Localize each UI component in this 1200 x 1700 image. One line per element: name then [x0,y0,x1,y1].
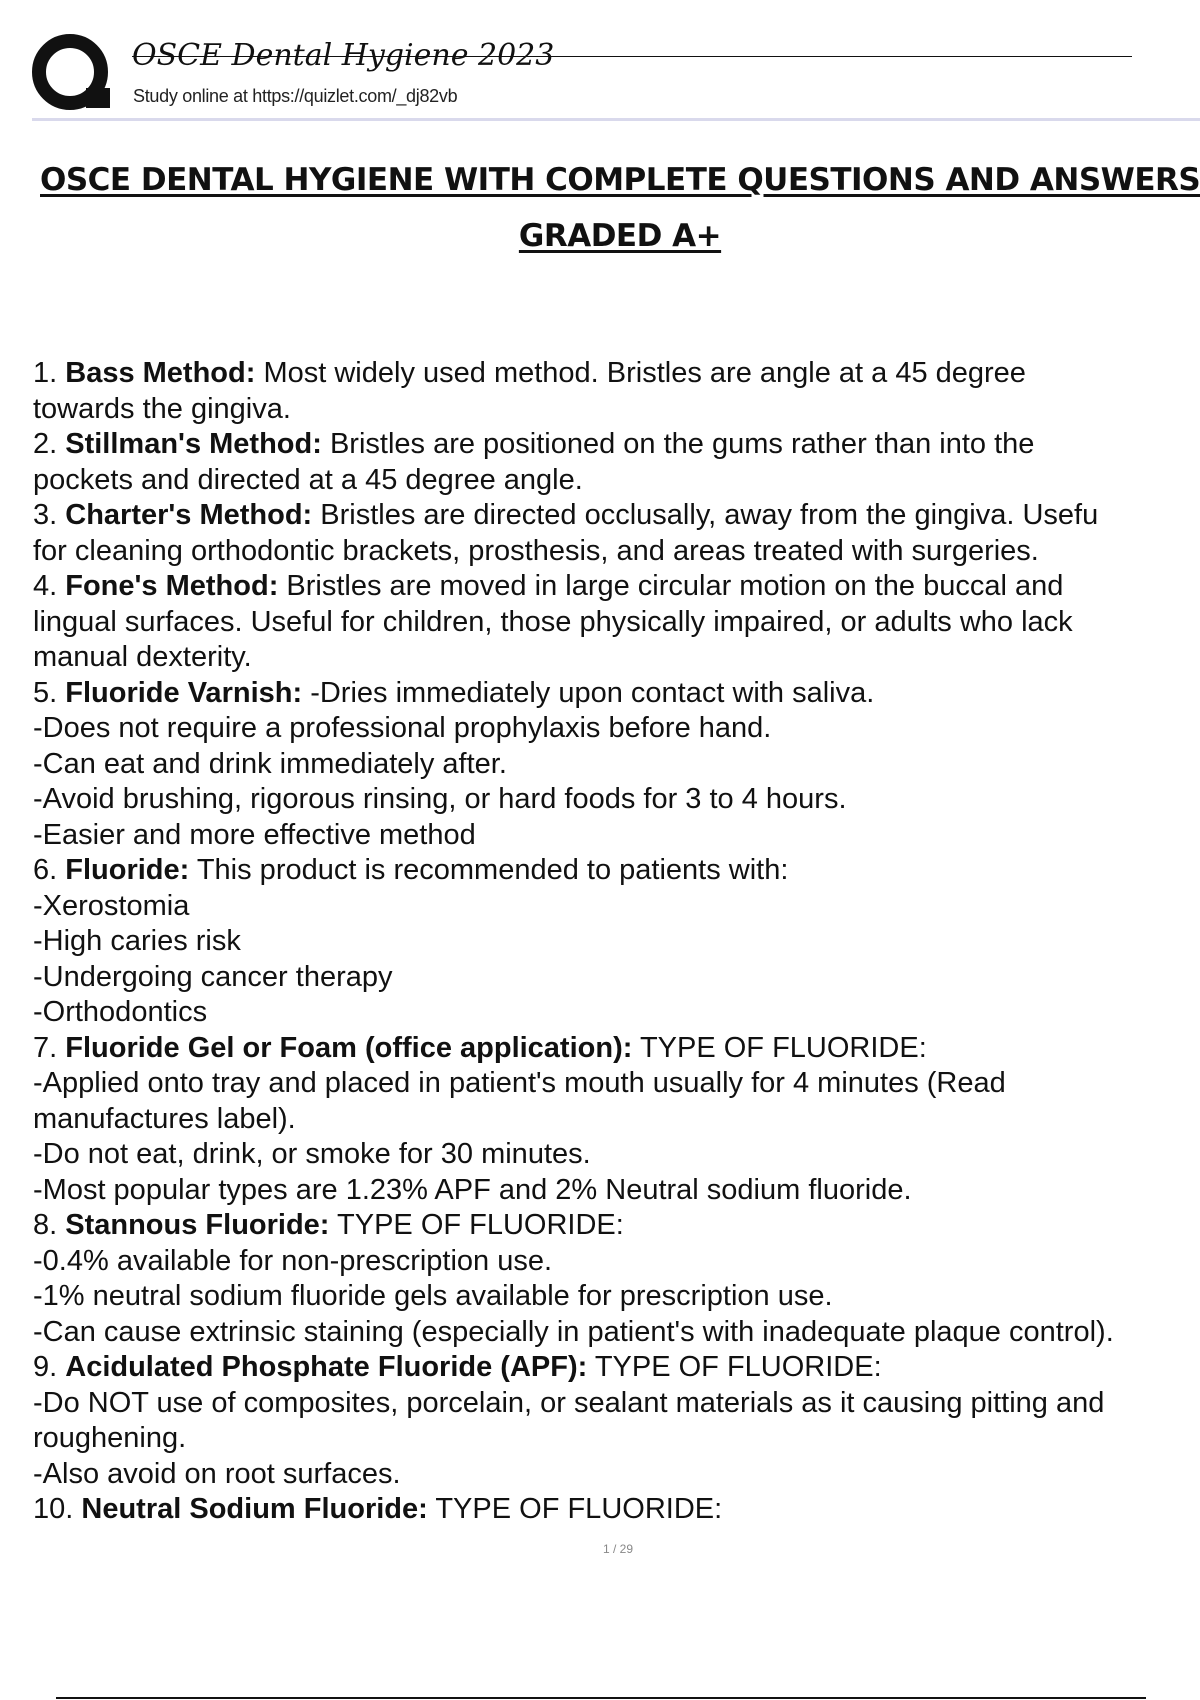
entry-definition-text: Bristles are positioned on the gums rather than into the [329,428,1035,460]
entry-first-line [33,1492,1193,1528]
entry-definition-text: Most widely used method. Bristles are angle at a 45 degree [263,357,1026,389]
entry-number: 8. [33,1209,58,1241]
entry-definition-text: pockets and directed at a 45 degree angle. [33,463,583,496]
entry-number: 6. [33,854,58,886]
entry-line [33,1457,1193,1493]
entry-term: Fluoride Gel or Foam (office application): [65,1031,633,1064]
entry-definition-text: for cleaning orthodontic brackets, prosthesis, and areas treated with surgeries. [33,534,1039,567]
entry-first-line [33,427,1193,463]
entry-first-line [33,569,1193,605]
entry-definition-text: towards the gingiva. [33,392,291,425]
entry-line [33,960,1193,996]
entry-line [33,1244,1193,1280]
entry-first-line [33,1031,1193,1067]
entry-definition-text: Bristles are moved in large circular motion on the buccal and [286,570,1064,602]
study-online-link[interactable]: Study online at https://quizlet.com/_dj82vb [133,86,458,106]
entry-definition-text: -Also avoid on root surfaces. [33,1457,401,1490]
entry-number: 10. [33,1493,74,1525]
entry-line [33,392,1193,428]
entry-definition-text: -Can eat and drink immediately after. [33,747,507,780]
document-title-line-2: GRADED A+ [518,218,722,254]
entry-number: 2. [33,428,58,460]
entry-line [33,818,1193,854]
entry-number: 9. [33,1351,58,1383]
entry-definition-text: Bristles are directed occlusally, away from the gingiva. Usefu [320,499,1099,531]
flashcard-list [33,356,1193,1528]
entry-definition-text: lingual surfaces. Useful for children, those physically impaired, or adults who lack [33,605,1073,638]
entry-term: Fone's Method: [65,570,279,602]
entry-line [33,534,1193,570]
entry-number: 5. [33,676,58,709]
entry-first-line [33,498,1193,534]
entry-definition-text: This product is recommended to patients with: [196,854,789,886]
entry-first-line [33,356,1193,392]
entry-number: 7. [33,1031,58,1064]
entry-line [33,782,1193,818]
entry-term: Charter's Method: [65,499,313,531]
header-divider [32,118,1200,121]
entry-line [33,605,1193,641]
entry-line [33,747,1193,783]
entry-line [33,995,1193,1031]
entry-definition-text: -Does not require a professional prophylaxis before hand. [33,712,772,744]
entry-line [33,1173,1193,1209]
entry-line [33,1315,1193,1351]
entry-definition-text: -Undergoing cancer therapy [33,960,393,993]
entry-definition-text: TYPE OF FLUORIDE: [639,1031,927,1064]
entry-definition-text: TYPE OF FLUORIDE: [594,1351,882,1383]
entry-definition-text: -Most popular types are 1.23% APF and 2% Neutral sodium fluoride. [33,1173,912,1206]
entry-line [33,1102,1193,1138]
entry-line [33,1137,1193,1173]
entry-term: Stannous Fluoride: [65,1209,330,1241]
entry-definition-text: -Avoid brushing, rigorous rinsing, or hard foods for 3 to 4 hours. [33,783,847,815]
entry-definition-text: -Applied onto tray and placed in patient's mouth usually for 4 minutes (Read [33,1067,1006,1099]
entry-line [33,711,1193,747]
document-title-line-1: OSCE DENTAL HYGIENE WITH COMPLETE QUESTIONS AND ANSWERS [40,162,1200,198]
entry-term: Fluoride Varnish: [65,676,303,709]
entry-first-line [33,1350,1193,1386]
entry-term: Bass Method: [65,357,256,389]
entry-line [33,463,1193,499]
entry-definition-text: -Do NOT use of composites, porcelain, or sealant materials as it causing pitting and [33,1386,1105,1419]
entry-definition-text: TYPE OF FLUORIDE: [435,1493,723,1525]
footer-divider [56,1697,1146,1699]
entry-number: 4. [33,570,58,602]
entry-number: 3. [33,499,58,531]
entry-term: Neutral Sodium Fluoride: [81,1493,428,1525]
entry-term: Acidulated Phosphate Fluoride (APF): [65,1351,588,1383]
page-number: 1 / 29 [602,1542,634,1556]
entry-definition-text: -1% neutral sodium fluoride gels available for prescription use. [33,1280,833,1312]
entry-line [33,924,1193,960]
entry-line [33,889,1193,925]
entry-definition-text: -Orthodontics [33,996,208,1028]
entry-definition-text: -Dries immediately upon contact with saliva. [310,676,875,709]
entry-line [33,640,1193,676]
entry-first-line [33,676,1193,712]
entry-definition-text: roughening. [33,1422,187,1454]
entry-line [33,1421,1193,1457]
entry-definition-text: -Can cause extrinsic staining (especially in patient's with inadequate plaque control). [33,1315,1114,1348]
entry-definition-text: -Easier and more effective method [33,818,476,851]
entry-definition-text: manufactures label). [33,1102,296,1135]
entry-definition-text: -0.4% available for non-prescription use. [33,1244,553,1277]
entry-definition-text: -Do not eat, drink, or smoke for 30 minutes. [33,1138,591,1170]
entry-line [33,1066,1193,1102]
entry-first-line [33,853,1193,889]
entry-definition-text: manual dexterity. [33,641,252,673]
entry-first-line [33,1208,1193,1244]
set-title: OSCE Dental Hygiene 2023 [132,38,555,73]
entry-definition-text: -Xerostomia [33,889,190,922]
page-header [32,32,1200,120]
entry-definition-text: TYPE OF FLUORIDE: [337,1209,624,1241]
document-title [40,152,1200,264]
entry-number: 1. [33,357,58,389]
entry-term: Fluoride: [65,854,190,886]
entry-line [33,1279,1193,1315]
entry-term: Stillman's Method: [65,428,322,460]
entry-definition-text: -High caries risk [33,925,241,957]
quizlet-q-logo-icon [32,34,112,114]
entry-line [33,1386,1193,1422]
